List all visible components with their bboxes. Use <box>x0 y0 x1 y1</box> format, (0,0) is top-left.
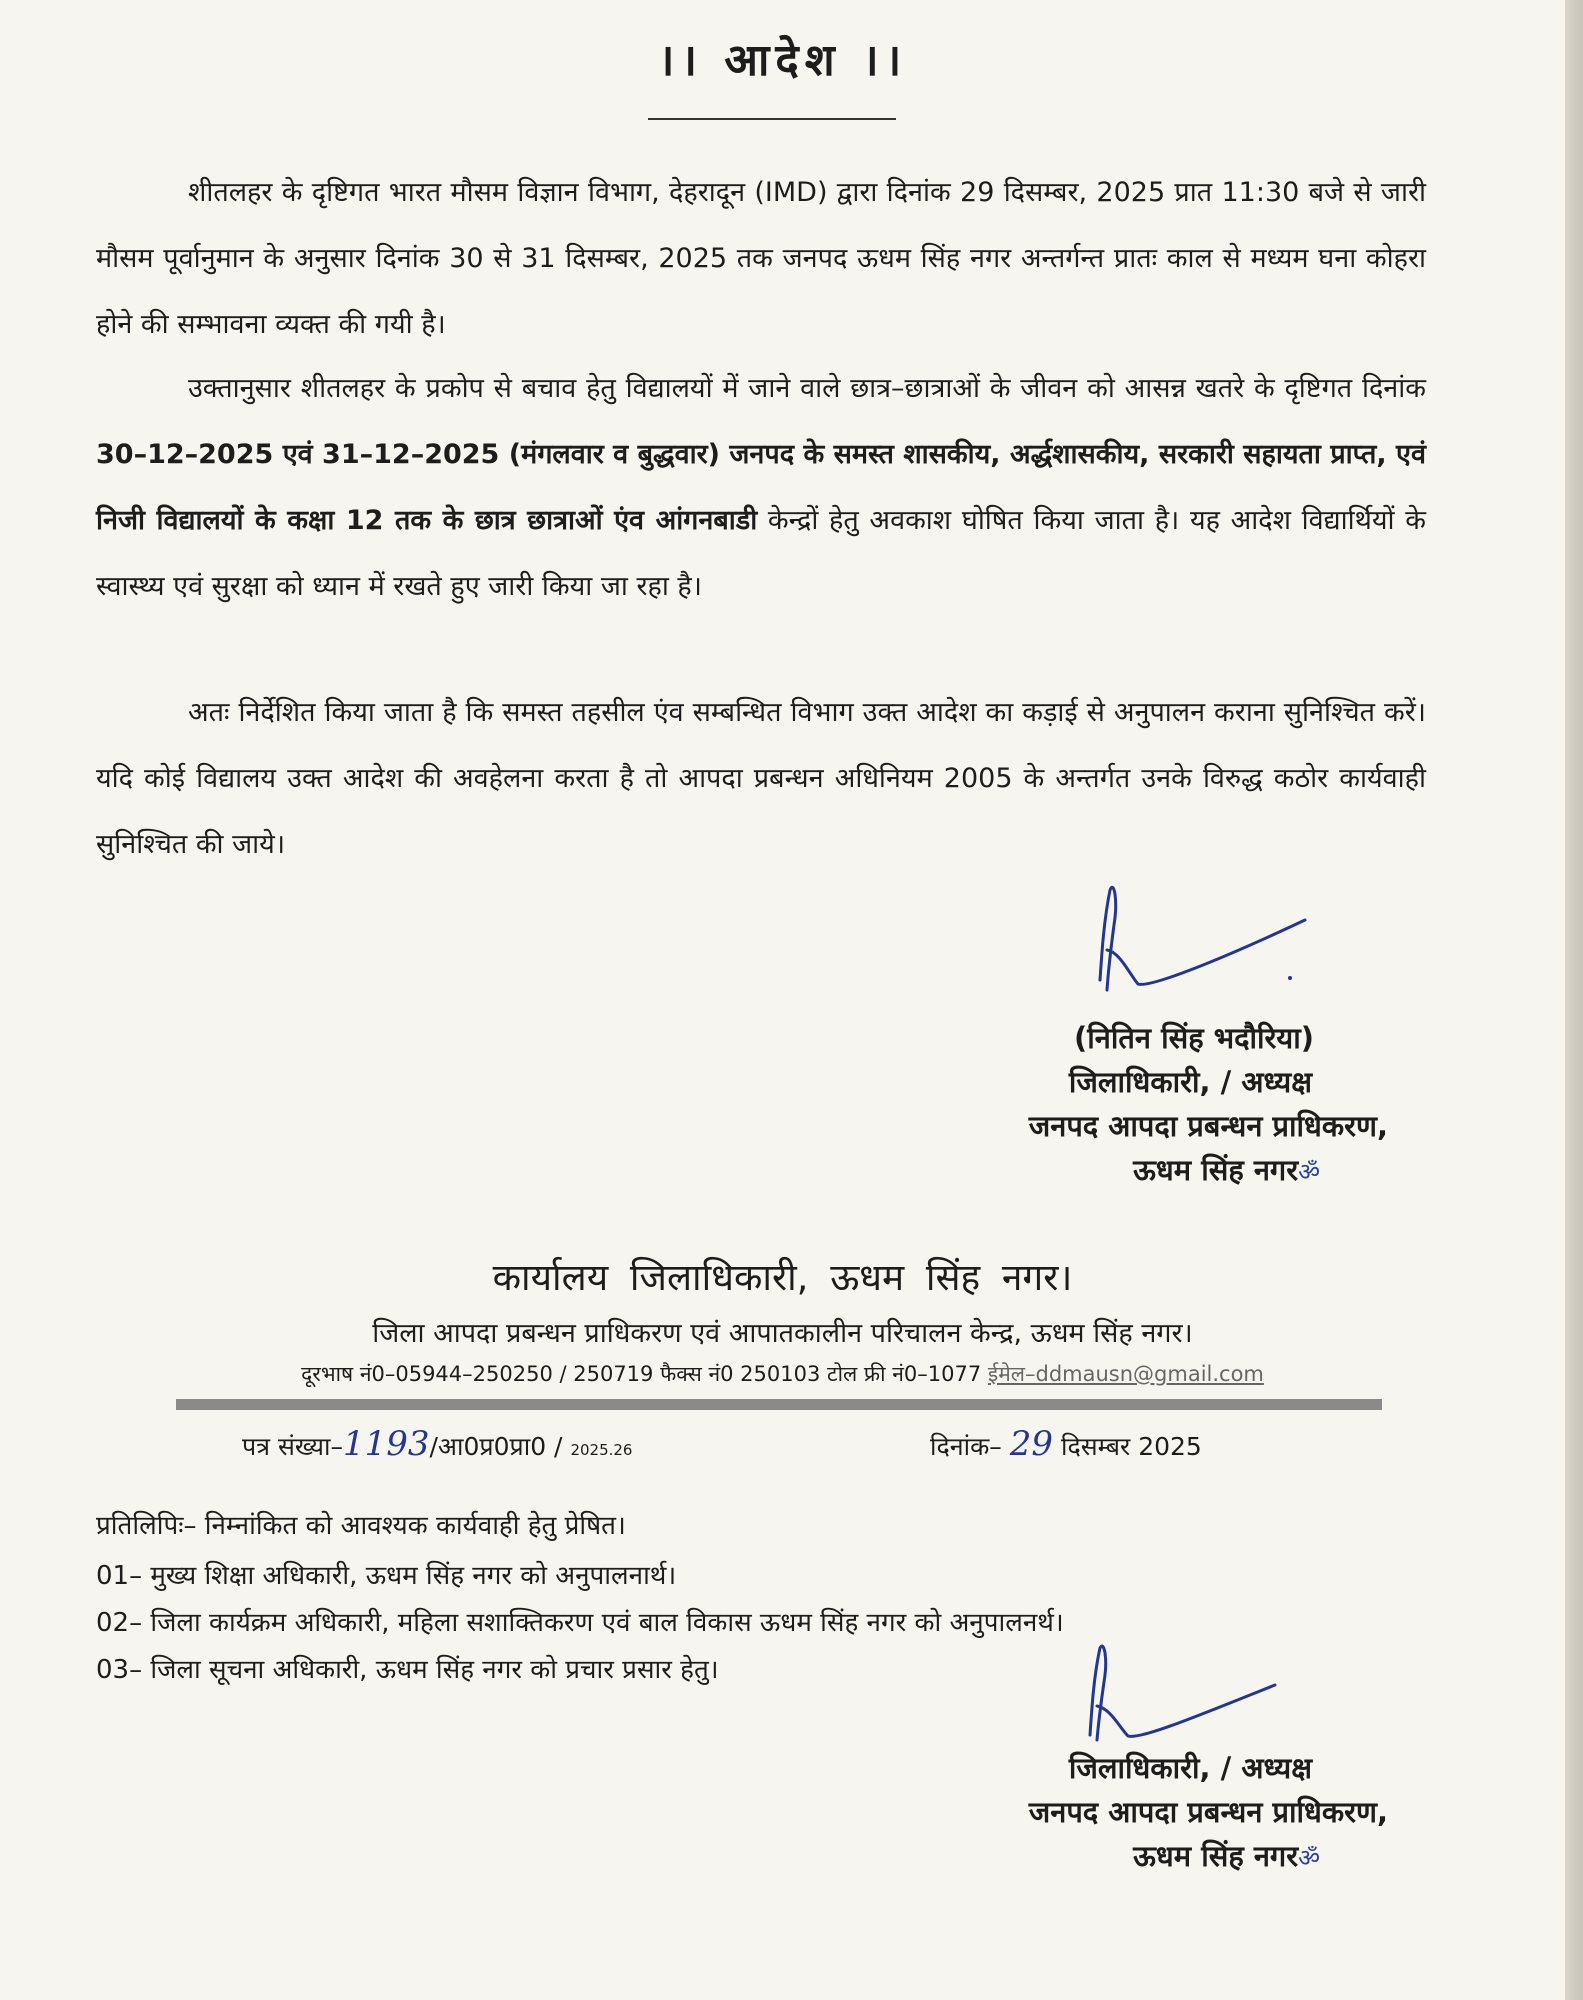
paragraph-holiday-end: केन्द्रों हेतु अवकाश घोषित किया जाता है। यह आदेश विद्यार्थियों के स्वास्थ्य एवं सुरक्षा को ध्यान में रखते हुए जारी किया जा रहा है। <box>96 505 1426 602</box>
signatory-name: (नितिन सिंह भदौरिया) <box>1074 1021 1314 1055</box>
signatory-place <box>860 1148 1420 1194</box>
letter-date-rest: दिसम्बर 2025 <box>1060 1432 1202 1461</box>
signatory-designation: जिलाधिकारी, / अध्यक्ष <box>1068 1751 1312 1785</box>
handwritten-mark: ॐ <box>1298 1158 1320 1186</box>
paragraph-holiday-bold: 30–12–2025 एवं 31–12–2025 (मंगलवार व बुद्धवार) जनपद के समस्त शासकीय, अर्द्धशासकीय, सरकारी सहायता प्राप्त, एवं निजी विद्यालयों के कक्षा 12 तक के छात्र छात्राओं एंव आंगनबाडी <box>96 439 1426 536</box>
office-phone-fax: दूरभाष नं0–05944–250250 / 250719 फैक्स नं0 250103 टोल फ्री नं0–1077 <box>301 1362 982 1386</box>
signature-2-image <box>1070 1640 1290 1750</box>
handwritten-mark: ॐ <box>1298 1844 1320 1872</box>
office-email: ईमेल–ddmausn@gmail.com <box>987 1362 1264 1386</box>
office-subtitle: जिला आपदा प्रबन्धन प्राधिकरण एवं आपातकालीन परिचालन केन्द्र, ऊधम सिंह नगर। <box>372 1318 1193 1349</box>
paragraph-holiday-order <box>96 356 1426 620</box>
signatory-authority: जनपद आपदा प्रबन्धन प्राधिकरण, <box>1028 1795 1388 1829</box>
signature-1-block <box>860 1016 1420 1194</box>
copy-to-item: 03– जिला सूचना अधिकारी, ऊधम सिंह नगर को प्रचार प्रसार हेतु। <box>96 1655 719 1685</box>
copy-to-item: 01– मुख्य शिक्षा अधिकारी, ऊधम सिंह नगर को अनुपालनार्थ। <box>96 1561 677 1591</box>
copy-to-item: 02– जिला कार्यक्रम अधिकारी, महिला सशाक्तिकरण एवं बाल विकास ऊधम सिंह नगर को अनुपालनर्थ। <box>96 1608 1064 1638</box>
signatory-place <box>860 1834 1420 1880</box>
letter-number-label: पत्र संख्या– <box>242 1432 343 1461</box>
signatory-place-text: ऊधम सिंह नगर <box>1133 1839 1299 1873</box>
letter-number-suffix: /आ0प्र0प्रा0 / <box>429 1432 563 1461</box>
signatory-designation: जिलाधिकारी, / अध्यक्ष <box>1068 1065 1312 1099</box>
signature-1-image <box>1080 880 1320 1000</box>
office-title: कार्यालय जिलाधिकारी, ऊधम सिंह नगर। <box>492 1256 1073 1299</box>
signatory-place-text: ऊधम सिंह नगर <box>1133 1153 1299 1187</box>
office-contact <box>0 1360 1565 1388</box>
letter-number <box>242 1424 632 1464</box>
letter-number-handwritten: 1193 <box>342 1424 430 1464</box>
letter-date-label: दिनांक– <box>930 1432 1002 1461</box>
document-title: ।। आदेश ।। <box>657 35 908 86</box>
paragraph-forecast: शीतलहर के दृष्टिगत भारत मौसम विज्ञान विभाग, देहरादून (IMD) द्वारा दिनांक 29 दिसम्बर, 2025 प्रात 11:30 बजे से जारी मौसम पूर्वानुमान के अनुसार दिनांक 30 से 31 दिसम्बर, 2025 तक जनपद ऊधम सिंह नगर अन्तर्गन्त प्रातः काल से मध्यम घना कोहरा होने की सम्भावना व्यक्त की गयी है। <box>96 177 1426 340</box>
letter-date-day: 29 <box>1009 1424 1054 1464</box>
paragraph-holiday-start: उक्तानुसार शीतलहर के प्रकोप से बचाव हेतु विद्यालयों में जाने वाले छात्र–छात्राओं के जीवन को आसन्न खतरे के दृष्टिगत दिनांक <box>188 373 1426 404</box>
page-edge-shadow <box>1565 0 1583 2000</box>
signatory-authority: जनपद आपदा प्रबन्धन प्राधिकरण, <box>1028 1109 1388 1143</box>
copy-to-heading: प्रतिलिपिः– निम्नांकित को आवश्यक कार्यवाही हेतु प्रेषित। <box>96 1511 626 1541</box>
signature-2-block <box>860 1746 1420 1880</box>
letter-date <box>930 1424 1202 1464</box>
letterhead-divider <box>176 1399 1382 1410</box>
title-underline <box>648 118 896 120</box>
paragraph-compliance: अतः निर्देशित किया जाता है कि समस्त तहसील एंव सम्बन्धित विभाग उक्त आदेश का कड़ाई से अनुपालन कराना सुनिश्चित करें। यदि कोई विद्यालय उक्त आदेश की अवहेलना करता है तो आपदा प्रबन्धन अधिनियम 2005 के अन्तर्गत उनके विरुद्ध कठोर कार्यवाही सुनिश्चित की जाये। <box>96 697 1426 860</box>
letter-year: 2025.26 <box>570 1441 633 1459</box>
